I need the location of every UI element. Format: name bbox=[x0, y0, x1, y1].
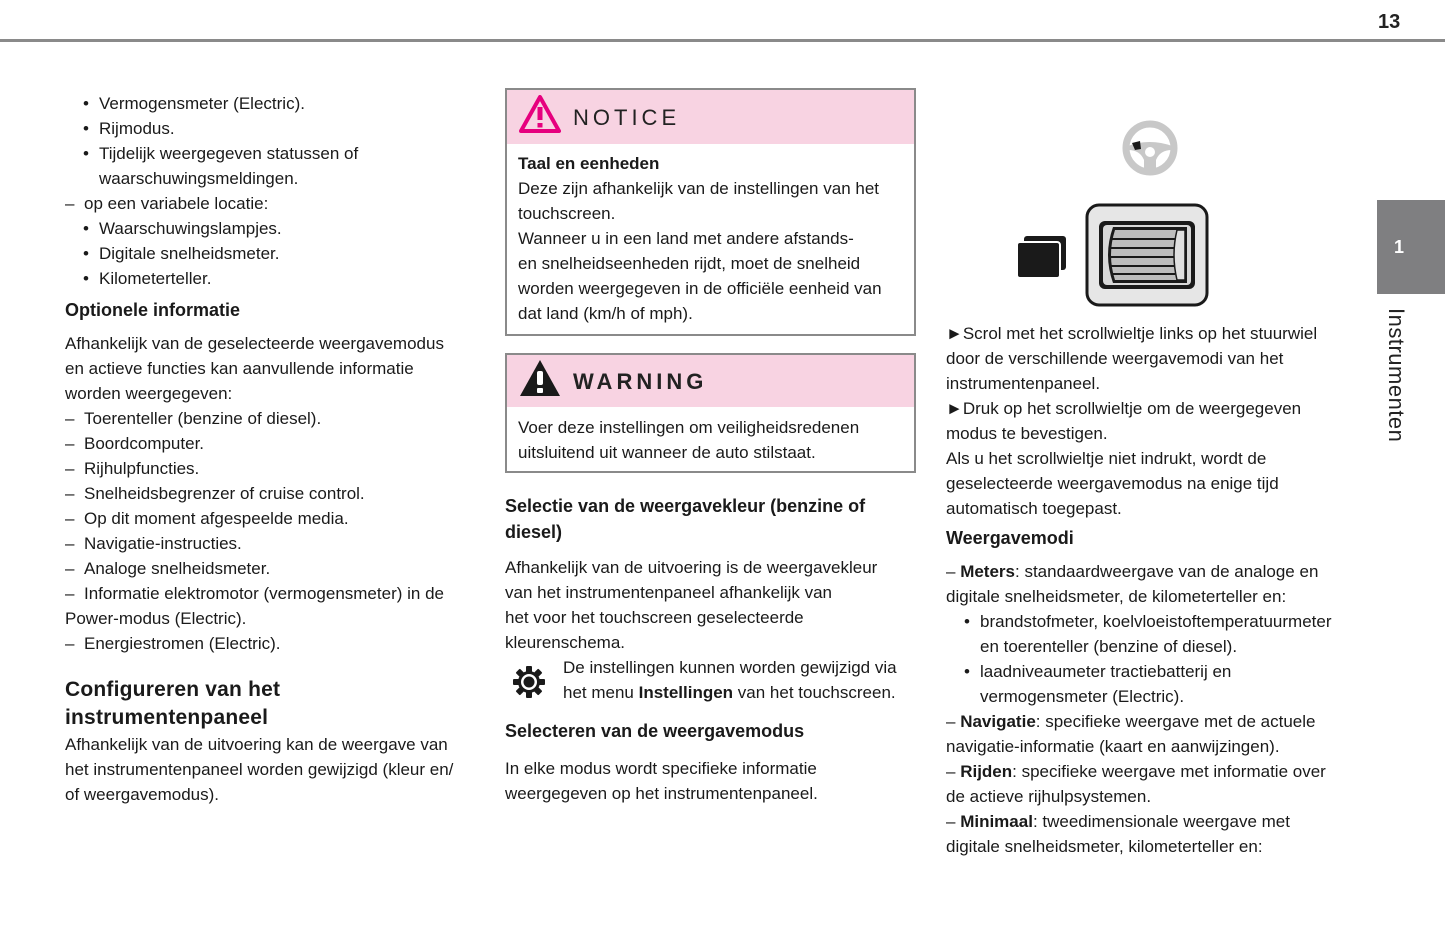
list-item-continuation: Power-modus (Electric). bbox=[65, 609, 247, 628]
list-item: – Snelheidsbegrenzer of cruise control. bbox=[65, 484, 365, 503]
mode-item-meters: – Meters: standaardweergave van de analoge en bbox=[946, 562, 1319, 581]
paragraph-line: Afhankelijk van de geselecteerde weergavemodus bbox=[65, 334, 444, 353]
notice-line: worden weergegeven in de officiële eenheid van bbox=[518, 279, 882, 298]
list-item: – Rijhulpfuncties. bbox=[65, 459, 200, 478]
list-item-text: brandstofmeter, koelvloeistoftemperatuurmeter bbox=[980, 612, 1332, 631]
list-item-text: op een variabele locatie: bbox=[84, 194, 269, 213]
list-item-text: Snelheidsbegrenzer of cruise control. bbox=[84, 484, 365, 503]
list-item: – Energiestromen (Electric). bbox=[65, 634, 281, 653]
mode-item-navigatie: – Navigatie: specifieke weergave met de actuele bbox=[946, 712, 1316, 731]
notice-body bbox=[507, 144, 914, 334]
paragraph-line: het voor het touchscreen geselecteerde bbox=[505, 608, 804, 627]
list-item: • Vermogensmeter (Electric). bbox=[83, 94, 305, 113]
paragraph-line: geselecteerde weergavemodus na enige tijd bbox=[946, 474, 1279, 493]
paragraph-line: automatisch toegepast. bbox=[946, 499, 1122, 518]
mode-name: Rijden bbox=[960, 762, 1013, 781]
paragraph-line: In elke modus wordt specifieke informatie bbox=[505, 759, 817, 778]
steering-wheel-icon bbox=[1122, 120, 1178, 183]
list-item: • Waarschuwingslampjes. bbox=[83, 219, 282, 238]
mode-name: Meters bbox=[960, 562, 1015, 581]
chapter-tab[interactable] bbox=[1377, 200, 1445, 294]
list-item: – Boordcomputer. bbox=[65, 434, 205, 453]
list-item-text: Vermogensmeter (Electric). bbox=[99, 94, 305, 113]
step-continuation: door de verschillende weergavemodi van het bbox=[946, 349, 1284, 368]
paragraph-line: het instrumentenpaneel worden gewijzigd (kleur en/ bbox=[65, 760, 454, 779]
settings-note-line: De instellingen kunnen worden gewijzigd via bbox=[563, 658, 897, 677]
mode-continuation: navigatie-informatie (kaart en aanwijzingen). bbox=[946, 737, 1280, 756]
notice-box bbox=[505, 88, 916, 336]
warning-body bbox=[507, 407, 914, 471]
notice-subtitle: Taal en eenheden bbox=[518, 154, 660, 173]
mode-description: : standaardweergave van de analoge en bbox=[1015, 562, 1319, 581]
warning-header bbox=[507, 355, 914, 407]
warning-line: uitsluitend uit wanneer de auto stilstaat. bbox=[518, 443, 816, 462]
heading-line: diesel) bbox=[505, 522, 563, 542]
list-item-text: Analoge snelheidsmeter. bbox=[84, 559, 271, 578]
header-rule bbox=[0, 39, 1445, 42]
mode-selection-heading: Selecteren van de weergavemodus bbox=[505, 721, 805, 741]
paragraph-line: Afhankelijk van de uitvoering is de weergavekleur bbox=[505, 558, 878, 577]
list-item: – Analoge snelheidsmeter. bbox=[65, 559, 271, 578]
list-item: – Op dit moment afgespeelde media. bbox=[65, 509, 349, 528]
settings-note bbox=[505, 655, 916, 706]
warning-box bbox=[505, 353, 916, 473]
list-item: • laadniveaumeter tractiebatterij en bbox=[964, 662, 1232, 681]
notice-line: en snelheidseenheden rijdt, moet de snelheid bbox=[518, 254, 861, 273]
warning-line: Voer deze instellingen om veiligheidsredenen bbox=[518, 418, 860, 437]
list-item-text: Boordcomputer. bbox=[84, 434, 205, 453]
text-run: van het touchscreen. bbox=[733, 683, 896, 702]
steering-wheel-control-illustration bbox=[1010, 118, 1220, 313]
mode-continuation: de actieve rijhulpsystemen. bbox=[946, 787, 1152, 806]
page-number: 13 bbox=[1378, 11, 1401, 33]
warning-triangle-icon bbox=[519, 359, 561, 404]
mode-continuation: digitale snelheidsmeter, kilometerteller en: bbox=[946, 837, 1263, 856]
mode-name: Minimaal bbox=[960, 812, 1033, 831]
mode-name: Navigatie bbox=[960, 712, 1036, 731]
list-item-text: Toerenteller (benzine of diesel). bbox=[84, 409, 322, 428]
paragraph-line: weergegeven op het instrumentenpaneel. bbox=[505, 784, 818, 803]
notice-line: Deze zijn afhankelijk van de instellingen van het bbox=[518, 179, 880, 198]
list-item: • Digitale snelheidsmeter. bbox=[83, 244, 280, 263]
list-item-text: Energiestromen (Electric). bbox=[84, 634, 281, 653]
step-item bbox=[946, 321, 1361, 346]
list-item: • Rijmodus. bbox=[83, 119, 175, 138]
list-item: • Tijdelijk weergegeven statussen of bbox=[83, 144, 359, 163]
mode-item-minimaal: – Minimaal: tweedimensionale weergave met bbox=[946, 812, 1290, 831]
display-modes-heading: Weergavemodi bbox=[946, 528, 1074, 548]
list-item: • Kilometerteller. bbox=[83, 269, 212, 288]
list-item-text: Rijhulpfuncties. bbox=[84, 459, 200, 478]
list-item: – Toerenteller (benzine of diesel). bbox=[65, 409, 322, 428]
step-continuation: modus te bevestigen. bbox=[946, 424, 1108, 443]
notice-header bbox=[507, 90, 914, 144]
color-selection-heading bbox=[505, 493, 916, 545]
paragraph-line: of weergavemodus). bbox=[65, 785, 220, 804]
arrow-right-icon: ► bbox=[946, 324, 963, 343]
settings-note-text bbox=[555, 655, 916, 705]
warning-triangle-icon bbox=[519, 95, 561, 140]
notice-line: dat land (km/h of mph). bbox=[518, 304, 693, 323]
list-item-text: Waarschuwingslampjes. bbox=[99, 219, 282, 238]
list-item: – op een variabele locatie: bbox=[65, 194, 269, 213]
list-item-text: Informatie elektromotor (vermogensmeter) in de bbox=[84, 584, 444, 603]
list-item-continuation: vermogensmeter (Electric). bbox=[980, 687, 1185, 706]
mode-description: : specifieke weergave met de actuele bbox=[1035, 712, 1316, 731]
chapter-title: Instrumenten bbox=[1384, 308, 1409, 443]
list-item-continuation: en toerenteller (benzine of diesel). bbox=[980, 637, 1238, 656]
mode-item-rijden: – Rijden: specifieke weergave met informatie over bbox=[946, 762, 1326, 781]
list-item-text: Op dit moment afgespeelde media. bbox=[84, 509, 349, 528]
mode-description: : tweedimensionale weergave met bbox=[1032, 812, 1290, 831]
notice-line: Wanneer u in een land met andere afstands- bbox=[518, 229, 854, 248]
list-item-text: Tijdelijk weergegeven statussen of bbox=[99, 144, 359, 163]
list-item-text: Navigatie-instructies. bbox=[84, 534, 242, 553]
paragraph-line: Afhankelijk van de uitvoering kan de weergave van bbox=[65, 735, 448, 754]
config-heading bbox=[65, 676, 480, 732]
notice-title: NOTICE bbox=[573, 104, 681, 130]
scroll-wheel-icon[interactable] bbox=[1085, 203, 1209, 314]
left-column bbox=[65, 91, 480, 807]
list-item-continuation: waarschuwingsmeldingen. bbox=[99, 169, 299, 188]
mode-description: : specifieke weergave met informatie over bbox=[1012, 762, 1326, 781]
paragraph-line: kleurenschema. bbox=[505, 633, 626, 652]
step-text: Druk op het scrollwieltje om de weergegeven bbox=[962, 399, 1302, 418]
list-item-text: Rijmodus. bbox=[99, 119, 175, 138]
list-item-text: laadniveaumeter tractiebatterij en bbox=[980, 662, 1232, 681]
settings-note-line bbox=[563, 680, 916, 705]
step-continuation: instrumentenpaneel. bbox=[946, 374, 1101, 393]
mode-continuation: digitale snelheidsmeter, de kilometerteller en: bbox=[946, 587, 1287, 606]
list-item-text: Kilometerteller. bbox=[99, 269, 212, 288]
arrow-right-icon: ► bbox=[946, 399, 963, 418]
list-item: – Navigatie-instructies. bbox=[65, 534, 242, 553]
display-cards-icon bbox=[1016, 236, 1068, 287]
paragraph-line: van het instrumentenpaneel afhankelijk van bbox=[505, 583, 832, 602]
config-heading-line: Configureren van het bbox=[65, 678, 281, 701]
optional-info-heading: Optionele informatie bbox=[65, 300, 241, 320]
heading-line: Selectie van de weergavekleur (benzine of bbox=[505, 496, 866, 516]
list-item-text: Digitale snelheidsmeter. bbox=[99, 244, 280, 263]
middle-column bbox=[505, 88, 916, 806]
right-column bbox=[946, 321, 1361, 859]
warning-title: WARNING bbox=[573, 368, 708, 394]
step-item bbox=[946, 396, 1361, 421]
paragraph-line: en actieve functies kan aanvullende informatie bbox=[65, 359, 414, 378]
chapter-number: 1 bbox=[1394, 237, 1405, 257]
step-text: Scrol met het scrollwieltje links op het stuurwiel bbox=[962, 324, 1318, 343]
paragraph-line: worden weergegeven: bbox=[65, 384, 233, 403]
text-run: het menu bbox=[563, 683, 639, 702]
settings-menu-name: Instellingen bbox=[638, 683, 734, 702]
list-item: • brandstofmeter, koelvloeistoftemperatuurmeter bbox=[964, 612, 1332, 631]
notice-line: touchscreen. bbox=[518, 204, 616, 223]
config-heading-line: instrumentenpaneel bbox=[65, 706, 269, 729]
gear-icon bbox=[505, 655, 555, 706]
list-item: – Informatie elektromotor (vermogensmeter) in de bbox=[65, 584, 444, 603]
paragraph-line: Als u het scrollwieltje niet indrukt, wordt de bbox=[946, 449, 1267, 468]
